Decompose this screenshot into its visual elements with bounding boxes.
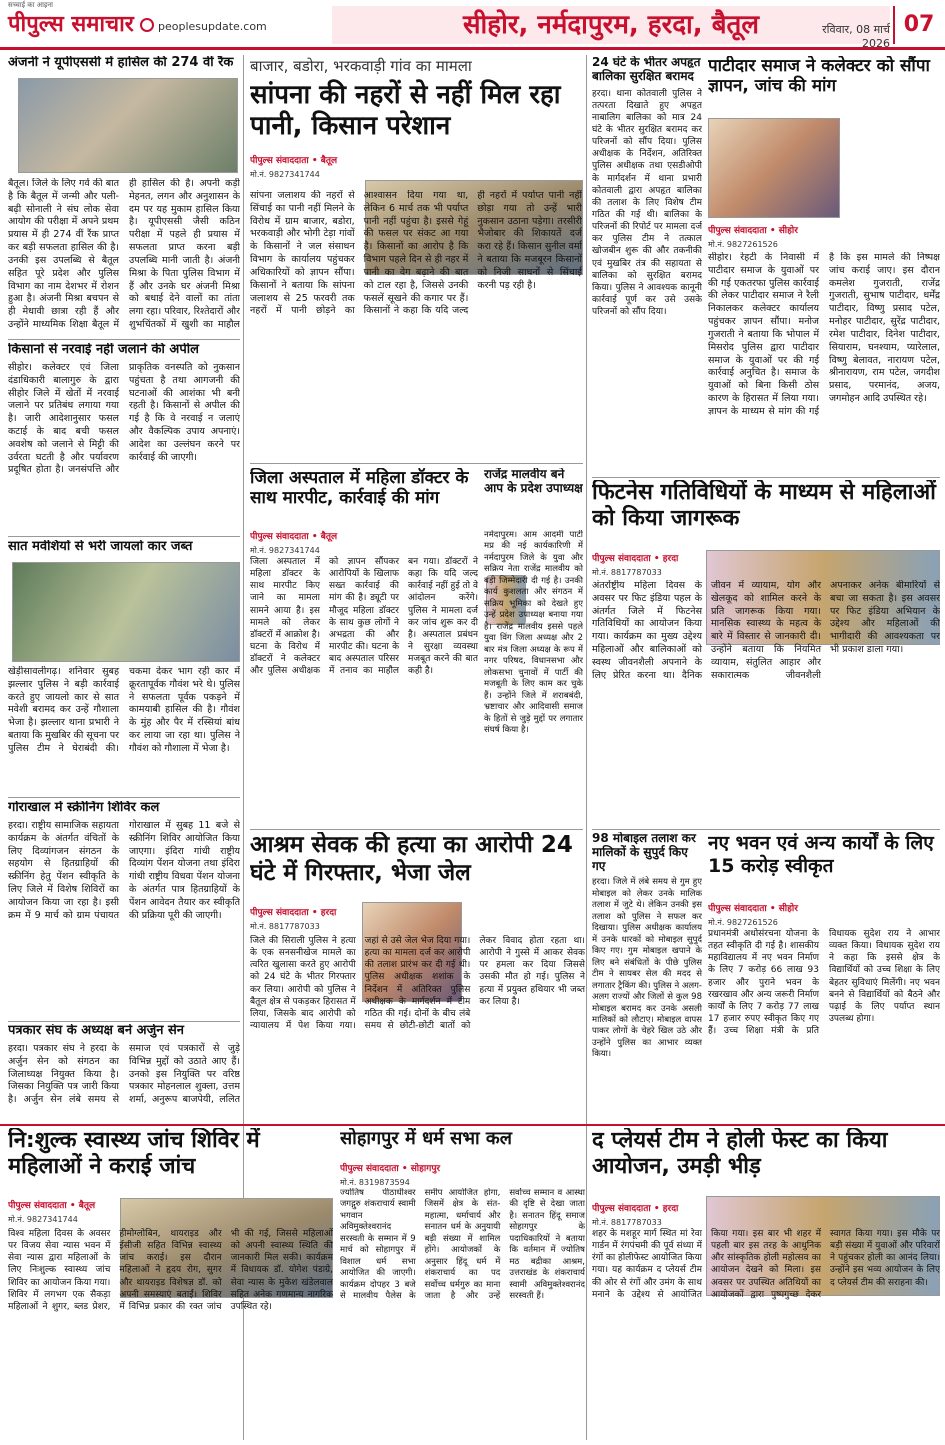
page-header bbox=[0, 0, 945, 50]
byline-box bbox=[708, 898, 828, 926]
article-fitness bbox=[592, 480, 940, 550]
website-link[interactable]: peoplesupdate.com bbox=[158, 20, 267, 33]
article-hospital bbox=[250, 468, 478, 528]
phone: मो.नं. 9827341744 bbox=[8, 1215, 78, 1223]
byline-box bbox=[592, 548, 702, 576]
article-girl bbox=[592, 56, 702, 476]
divider bbox=[592, 477, 940, 478]
article-goraakhal bbox=[8, 801, 240, 1019]
page-number: 07 bbox=[893, 6, 943, 44]
patidar-photo bbox=[708, 118, 840, 218]
byline-box bbox=[592, 1198, 702, 1226]
anjani-photo bbox=[18, 78, 238, 173]
divider bbox=[250, 463, 583, 464]
headline: फिटनेस गतिविधियों के माध्यम से महिलाओं को किया जागरूक bbox=[592, 480, 936, 532]
byline-box bbox=[250, 526, 370, 554]
article-body: सीहोर। कलेक्टर एवं जिला दंडाधिकारी बालागुरु के द्वारा सीहोर जिले में खेतों में नरवाई जलाने पर प्रतिबंध लगाया गया है। जारी आदेशानुसार फसल कटाई के बाद बची फसल अवशेष को जलाने से मिट्टी की उर्वरता घटती है और पर्यावरण प्रदूषित होता है। जनसंपत्ति और प्राकृतिक वनस्पति को नुकसान पहुंचता है तथा आगजनी की घटनाओं की आशंका भी बनी रहती है। किसानों से अपील की गई है कि वे नरवाई न जलाएं और वैकल्पिक उपाय अपनाएं। आदेश का उल्लंघन करने पर कार्रवाई की जाएगी। bbox=[8, 361, 240, 476]
article-cattle bbox=[8, 540, 240, 560]
phone: मो.नं. 9827261526 bbox=[708, 918, 778, 926]
article-body: विश्व महिला दिवस के अवसर पर विजय सेवा न्यास भवन में सेवा न्यास द्वारा महिलाओं के लिए निःशुल्क स्वास्थ्य जांच शिविर का आयोजन किया गया। शिविर में लगभग एक सैकड़ा महिलाओं ने शुगर, ब्लड प्रेशर, हीमोग्लोबिन, थायराइड और ईसीजी सहित विभिन्न स्वास्थ्य जांच कराई। इस दौरान महिलाओं ने हृदय रोग, सुगर और थायराइड विशेषज्ञ डॉ. को अपनी समस्याएं बताईं। शिविर में विभिन्न प्रकार की रक्त जांच भी की गई, जिससे महिलाओं को अपनी स्वास्थ्य स्थिति की जानकारी मिल सकी। कार्यक्रम में विधायक डॉ. योगेश पंडाग्रे, सेवा न्यास के मुकेश खंडेलवाल सहित अनेक गणमान्य नागरिक उपस्थित रहे। bbox=[8, 1229, 333, 1312]
article-body: शहर के मशहूर मार्ग स्थित मां रेवा गार्डन में रंगपंचमी की पूर्व संध्या में रंगों का होलीफेस्ट आयोजित किया गया। यह कार्यक्रम द प्लेयर्स टीम की ओर से रंगों और उमंग के साथ मनाने के उद्देश्य से आयोजित किया गया। इस बार भी शहर में पहली बार इस तरह के आधुनिक और सांस्कृतिक होली महोत्सव का आयोजन देखने को मिला। इस अवसर पर उपस्थित अतिथियों का आयोजकों द्वारा पुष्पगुच्छ देकर स्वागत किया गया। इस मौके पर बड़ी संख्या में युवाओं और परिवारों ने पहुंचकर होली का आनंद लिया। उन्होंने इस भव्य आयोजन के लिए द प्लेयर्स टीम की सराहना की। bbox=[592, 1229, 940, 1300]
byline: पीपुल्स संवाददाता • हरदा bbox=[592, 554, 679, 564]
headline: किसानों से नरवाई नहीं जलाने की अपील bbox=[8, 343, 199, 357]
divider bbox=[8, 339, 240, 340]
phone: मो.नं. 8817787033 bbox=[592, 1218, 662, 1226]
headline: सात मवेशियों से भरी जायलो कार जब्त bbox=[8, 540, 193, 554]
newspaper-logo: पीपुल्स समाचार bbox=[8, 12, 134, 37]
headline: पत्रकार संघ के अध्यक्ष बने अर्जुन सेन bbox=[8, 1024, 184, 1038]
byline: पीपुल्स संवाददाता • हरदा bbox=[592, 1204, 679, 1214]
article-patidar bbox=[708, 56, 940, 116]
issue-date: रविवार, 08 मार्च 2026 bbox=[822, 23, 890, 50]
globe-icon bbox=[140, 18, 154, 32]
byline: पीपुल्स संवाददाता • बैतूल bbox=[250, 532, 338, 542]
article-body: हरदा। पत्रकार संघ ने हरदा के अर्जुन सेन को संगठन का जिलाध्यक्ष नियुक्त किया है। जिसका नियुक्ति पत्र जारी किया है। अर्जुन सेन लंबे समय से समाज एवं पत्रकारों से जुड़े विभिन्न मुद्दों को उठाते आए हैं। उनको इस नियुक्ति पर वरिष्ठ पत्रकार मोहनलाल शुक्ला, उत्तम शर्मा, अनुरूप बाजपेयी, ललित bbox=[8, 1042, 240, 1106]
article-body: सांपना जलाशय की नहरों से सिंचाई का पानी नहीं मिलने के विरोध में ग्राम बाजार, बडोरा, भरकवाड़ी और भोगी टेड़ा गांवों के किसानों ने जल संसाधन विभाग के कार्यालय पहुंचकर अधिकारियों को ज्ञापन सौंपा। किसानों ने बताया कि सांपना जलाशय से 25 फरवरी तक नहरों में पानी छोड़ने का आश्वासन दिया गया था, लेकिन 6 मार्च तक भी पर्याप्त पानी नहीं पहुंचा है। इससे गेहूं की फसल पर संकट आ गया है। किसानों का आरोप है कि विभाग पहले दिन से ही नहर में पानी का वेग बढ़ाने की बात को टाल रहा है, जिससे उनकी फसलें सूखने की कगार पर हैं। किसानों ने कहा कि यदि जल्द ही नहरों में पर्याप्त पानी नहीं छोड़ा गया तो उन्हें भारी नुकसान उठाना पड़ेगा। तरसीरी भैजोबार की शिकायतें दर्ज करा रहे हैं। किसान सुनील वर्मा ने बताया कि मजबूरन किसानों को निजी साधनों से सिंचाई करनी पड़ रही है। bbox=[250, 190, 582, 317]
article-kisan bbox=[8, 343, 240, 533]
headline: गोराखाल में स्क्रीनिंग शिविर कल bbox=[8, 801, 160, 815]
article-body: जिला अस्पताल में महिला डॉक्टर के साथ मारपीट किए जाने का मामला सामने आया है। इस मामले को लेकर डॉक्टरों में आक्रोश है। घटना के विरोध में डॉक्टरों ने कलेक्टर और पुलिस अधीक्षक को ज्ञापन सौंपकर आरोपियों के खिलाफ सख्त कार्रवाई की मांग की है। ड्यूटी पर मौजूद महिला डॉक्टर के साथ कुछ लोगों ने अभद्रता की और मारपीट की। घटना के बाद अस्पताल परिसर में तनाव का माहौल बन गया। डॉक्टरों ने कहा कि यदि जल्द कार्रवाई नहीं हुई तो वे आंदोलन करेंगे। पुलिस ने मामला दर्ज कर जांच शुरू कर दी है। अस्पताल प्रबंधन ने सुरक्षा व्यवस्था मजबूत करने की बात कही है। bbox=[250, 557, 478, 677]
phone: मो.नं. 8319873594 bbox=[340, 1178, 410, 1186]
headline: पाटीदार समाज ने कलेक्टर को सौंपा ज्ञापन, जांच की मांग bbox=[708, 56, 930, 97]
article-body: जिले की सिराली पुलिस ने हत्या के एक सनसनीखेज मामले का त्वरित खुलासा करते हुए आरोपी को 24 घंटे के भीतर गिरफ्तार कर लिया। आरोपी को पुलिस ने बैतूल क्षेत्र से पकड़कर हिरासत में लिया, जिसके बाद आरोपी को न्यायालय में पेश किया गया। जहां से उसे जेल भेज दिया गया। हत्या का मामला दर्ज कर आरोपी की तलाश प्रारंभ कर दी गई थी। पुलिस अधीक्षक शशांक के निर्देशन में अतिरिक्त पुलिस अधीक्षक के मार्गदर्शन में टीम गठित की गई। दोनों के बीच लंबे समय से छोटी-छोटी बातों को लेकर विवाद होता रहता था। आरोपी ने गुस्से में आकर सेवक पर हमला कर दिया जिससे उसकी मौत हो गई। पुलिस ने हत्या में प्रयुक्त हथियार भी जब्त कर लिया है। bbox=[250, 936, 585, 1031]
headline: 98 मोबाइल तलाश कर मालिकों के सुपुर्द किए गए bbox=[592, 832, 696, 873]
region-title: सीहोर, नर्मदापुरम, हरदा, बैतूल bbox=[332, 6, 890, 44]
headline: नए भवन एवं अन्य कार्यों के लिए 15 करोड़ स्वीकृत bbox=[708, 832, 934, 877]
divider bbox=[8, 536, 240, 537]
byline-box bbox=[708, 220, 840, 250]
byline: पीपुल्स संवाददाता • बैतूल bbox=[8, 1201, 96, 1211]
article-body: ज्योतिष पीठाधीश्वर जगद्गुरु शंकराचार्य स्वामी भगवान अविमुक्तेश्वरानंद सरस्वती के सम्मान में 9 मार्च को सोहागपुर में विशाल धर्म सभा आयोजित की जाएगी। कार्यक्रम दोपहर 3 बजे से मालवीय पैलेस के समीप आयोजित होगा, जिसमें क्षेत्र के संत-महात्मा, धर्माचार्य और सनातन धर्म के अनुयायी बड़ी संख्या में शामिल होंगे। आयोजकों के अनुसार हिंदू धर्म में शंकराचार्य का पद सर्वोच्च धर्मगुरु का माना जाता है और उन्हें सर्वोच्च सम्मान व आस्था की दृष्टि से देखा जाता है। सनातन हिंदू समाज सोहागपुर के पदाधिकारियों ने बताया कि वर्तमान में ज्योतिष मठ बद्रीका आश्रम, उत्तराखंड के शंकराचार्य स्वामी अविमुक्तेश्वरानंद सरस्वती हैं। bbox=[340, 1188, 585, 1302]
article-body: नर्मदापुरम। आम आदमी पार्टी मप्र की नई कार्यकारिणी में नर्मदापुरम जिले के युवा और सक्रिय नेता राजेंद्र मालवीय को बड़ी जिम्मेदारी दी गई है। उनकी कार्य कुशलता और संगठन में सक्रिय भूमिका को देखते हुए उन्हें प्रदेश उपाध्यक्ष बनाया गया है। राजेंद्र मालवीय इससे पहले युवा विंग जिला अध्यक्ष और 2 बार मंत्र जिला अध्यक्ष के रूप में नगर परिषद, विधानसभा और लोकसभा चुनावों में पार्टी की मजबूती के लिए काम कर चुके हैं। उन्होंने जिले में शराबबंदी, भ्रष्टाचार और आदिवासी समाज के हितों से जुड़े मुद्दों पर लगातार संघर्ष किया है। bbox=[484, 530, 583, 735]
section-rule bbox=[0, 1124, 945, 1126]
article-body: खेड़ीसावलीगढ़। शनिवार सुबह झल्लार पुलिस ने बड़ी कार्रवाई करते हुए जायलो कार से सात मवेशी बरामद कर उन्हें गौशाला भेजा है। झल्लार थाना प्रभारी ने बताया कि मुखबिर की सूचना पर पुलिस टीम ने घेराबंदी की। चकमा देकर भाग रही कार में क्रूरतापूर्वक गौवंश भरे थे। पुलिस ने सफलता पूर्वक पकड़ने में कामयाबी हासिल की है। गौवंश के मुंह और पैर में रस्सियां बांध कर लाया जा रहा था। पुलिस ने गौवंश को गौशाला में भेजा है। bbox=[8, 666, 240, 754]
column-divider bbox=[586, 55, 587, 1440]
byline-box bbox=[250, 902, 360, 930]
phone: मो.नं. 9827261526 bbox=[708, 240, 778, 249]
divider bbox=[250, 829, 583, 830]
byline-box bbox=[8, 1195, 118, 1223]
logo-tagline: सच्चाई का आइना bbox=[8, 1, 53, 9]
article-body: हरदा। जिले में लंबे समय से गुम हुए मोबाइल को लेकर उनके मालिक तलाश में जुटे थे। लेकिन उनकी इस तलाश को पुलिस ने सफल कर दिखाया। पुलिस अधीक्षक कार्यालय में उनके धारकों को मोबाइल सुपुर्द किए गए। गुम मोबाइल खपाने के लिए बने संबंधितों के पीछे पुलिस टीम ने सायबर सेल की मदद से लगातार ट्रैकिंग की। पुलिस ने अलग-अलग राज्यों और जिलों से कुल 98 मोबाइल बरामद कर उनके असली मालिकों को लौटाए। मोबाइल वापस पाकर लोगों के चेहरे खिल उठे और उन्होंने पुलिस का आभार व्यक्त किया। bbox=[592, 877, 702, 1060]
cattle-photo bbox=[12, 562, 240, 662]
byline: पीपुल्स संवाददाता • हरदा bbox=[250, 908, 337, 918]
byline: पीपुल्स संवाददाता • सीहोर bbox=[708, 226, 798, 236]
headline: जिला अस्पताल में महिला डॉक्टर के साथ मारपीट, कार्रवाई की मांग bbox=[250, 468, 469, 509]
byline: पीपुल्स संवाददाता • बैतूल bbox=[250, 156, 338, 166]
divider bbox=[8, 1021, 240, 1022]
article-sapna bbox=[250, 56, 580, 146]
headline: द प्लेयर्स टीम ने होली फेस्ट का किया आयोजन, उमड़ी भीड़ bbox=[592, 1128, 888, 1180]
headline: सोहागपुर में धर्म सभा कल bbox=[340, 1128, 512, 1149]
article-patrakar bbox=[8, 1024, 240, 1120]
headline: सांपना की नहरों से नहीं मिल रहा पानी, किसान परेशान bbox=[250, 80, 561, 142]
headline: 24 घंटे के भीतर अपहृत बालिका सुरक्षित बरामद bbox=[592, 56, 701, 83]
article-body: प्रधानमंत्री अधोसंरचना योजना के तहत स्वीकृति दी गई है। शासकीय महाविद्यालय में नए भवन निर्माण के लिए 7 करोड़ 66 लाख 93 हजार और पुराने भवन के रखरखाव और अन्य जरूरी निर्माण कार्यों के लिए 7 करोड़ 77 लाख 17 हजार रुपए स्वीकृत किए गए हैं। उच्च शिक्षा मंत्री के प्रति विधायक सुदेश राय ने आभार व्यक्त किया। विधायक सुदेश राय ने कहा कि इससे क्षेत्र के विद्यार्थियों को उच्च शिक्षा के लिए बेहतर सुविधाएं मिलेंगी। नए भवन बनने से विद्यार्थियों को बैठने और पढ़ाई के लिए पर्याप्त स्थान उपलब्ध होगा। bbox=[708, 929, 940, 1037]
phone: मो.नं. 8817787033 bbox=[592, 568, 662, 576]
divider bbox=[8, 797, 240, 798]
article-body: हरदा। थाना कोतवाली पुलिस ने तत्परता दिखाते हुए अपहृत नाबालिग बालिका को मात्र 24 घंटे के भीतर सुरक्षित बरामद कर परिजनों को सौंप दिया। पुलिस अधीक्षक के निर्देशन, अतिरिक्त पुलिस अधीक्षक तथा एसडीओपी के मार्गदर्शन में थाना प्रभारी कोतवाली द्वारा अपहृत बालिका की तलाश के लिए विशेष टीम गठित की गई थी। बालिका के परिजनों की रिपोर्ट पर मामला दर्ज कर पुलिस टीम ने तत्काल खोजबीन शुरू की और तकनीकी एवं मुखबिर तंत्र की सहायता से बालिका को सुरक्षित बरामद किया। पुलिस ने आवश्यक कानूनी कार्रवाई पूर्ण कर उसे उसके परिजनों को सौंप दिया। bbox=[592, 88, 702, 318]
phone: मो.नं. 9827341744 bbox=[250, 546, 320, 554]
headline: नि:शुल्क स्वास्थ्य जांच शिविर में महिलाओं ने कराई जांच bbox=[8, 1128, 260, 1180]
divider bbox=[592, 829, 940, 830]
phone: मो.नं. 9827341744 bbox=[250, 170, 320, 178]
headline: अंजनी ने यूपीएससी में हासिल की 274 वीं रैंक bbox=[8, 56, 234, 70]
article-ashram bbox=[250, 832, 585, 902]
byline-box bbox=[250, 150, 360, 178]
byline: पीपुल्स संवाददाता • सीहोर bbox=[708, 904, 798, 914]
article-health bbox=[8, 1128, 333, 1198]
headline: राजेंद्र मालवीय बने आप के प्रदेश उपाध्यक्ष bbox=[484, 468, 583, 495]
headline: आश्रम सेवक की हत्या का आरोपी 24 घंटे में गिरफ्तार, भेजा जेल bbox=[250, 832, 573, 886]
article-body: बैतूल। जिले के लिए गर्व की बात है कि बैतूल में जन्मी और पली-बढ़ी सोनाली ने संघ लोक सेवा आयोग की परीक्षा में अपने प्रथम प्रयास में ही 274 वीं रैंक प्राप्त कर बड़ी सफलता हासिल की है। उनकी इस उपलब्धि से बैतूल सहित पूरे प्रदेश और पुलिस विभाग का नाम देशभर में रोशन हुआ है। अंजनी मिश्रा बचपन से ही मेधावी छात्रा रही हैं और उन्होंने माध्यमिक शिक्षा बैतूल में ही हासिल की है। अपनी कड़ी मेहनत, लगन और अनुशासन के दम पर यह मुकाम हासिल किया है। यूपीएससी जैसी कठिन परीक्षा में पहले ही प्रयास में सफलता प्राप्त करना बड़ी उपलब्धि मानी जाती है। अंजनी मिश्रा के पिता पुलिस विभाग में हैं और उनके घर अंजनी मिश्रा को बधाई देने वालों का तांता लगा रहा। परिवार, रिश्तेदारों और शुभचिंतकों में खुशी का माहौल bbox=[8, 178, 240, 330]
byline-box bbox=[340, 1158, 480, 1186]
article-bhawan bbox=[708, 832, 940, 902]
article-body: सीहोर। रेहटी के निवासी में पाटीदार समाज के युवाओं पर की गई एकतरफा पुलिस कार्रवाई की लेकर पाटीदार समाज ने रैली निकालकर कलेक्टर कार्यालय पहुंचकर ज्ञापन सौंपा। मनोज गुजराती ने बताया कि भोपाल में मिसरोद पुलिस द्वारा पाटीदार समाज के युवाओं पर की गई कार्रवाई अनुचित है। समाज के युवाओं को बिना किसी ठोस कारण के हिरासत में लिया गया। ज्ञापन के माध्यम से मांग की गई है कि इस मामले की निष्पक्ष जांच कराई जाए। इस दौरान कमलेश गुजराती, राजेंद्र गुजराती, सुभाष पाटीदार, धर्मेंद्र पाटीदार, विष्णु प्रसाद पटेल, मनोहर पाटीदार, सुरेंद्र पाटीदार, रमेश पाटीदार, दिनेश पाटीदार, सियाराम, घनश्याम, प्यारेलाल, विष्णु बेलावत, नारायण पटेल, श्रीनारायण, राम पटेल, जगदीश प्रसाद, परमानंद, अजय, जगमोहन आदि उपस्थित रहे। bbox=[708, 252, 940, 417]
kicker: बाजार, बडोरा, भरकवाड़ी गांव का मामला bbox=[250, 57, 472, 75]
article-body: हरदा। राष्ट्रीय सामाजिक सहायता कार्यक्रम के अंतर्गत वंचितों के लिए दिव्यांगजन संगठन के सहयोग से हितग्राहियों की स्क्रीनिंग हेतु पेंशन स्वीकृति के लिए जिले में विशेष शिविरों का आयोजन किया जा रहा है। इसी क्रम में 9 मार्च को ग्राम पंचायत गोराखाल में सुबह 11 बजे से स्क्रीनिंग शिविर आयोजित किया जाएगा। इंदिरा गांधी राष्ट्रीय दिव्यांग पेंशन योजना तथा इंदिरा गांधी राष्ट्रीय विधवा पेंशन योजना के अंतर्गत पात्र हितग्राहियों के पेंशन आवेदन तैयार कर स्वीकृति की प्रक्रिया पूरी की जाएगी। bbox=[8, 819, 240, 921]
article-mobiles bbox=[592, 832, 702, 1122]
phone: मो.नं. 8817787033 bbox=[250, 922, 320, 930]
byline: पीपुल्स संवाददाता • सोहागपुर bbox=[340, 1164, 441, 1174]
article-players bbox=[592, 1128, 940, 1198]
article-body: अंतर्राष्ट्रीय महिला दिवस के अवसर पर फिट इंडिया पहल के अंतर्गत जिले में फिटनेस गतिविधियों का आयोजन किया गया। कार्यक्रम का मुख्य उद्देश्य महिलाओं और बालिकाओं को स्वस्थ जीवनशैली अपनाने के लिए प्रेरित करना था। दैनिक जीवन में व्यायाम, योग और खेलकूद को शामिल करने के प्रति जागरूक किया गया। मानसिक स्वास्थ्य के महत्व के बारे में विस्तार से जानकारी दी। उन्होंने बताया कि नियमित व्यायाम, संतुलित आहार और सकारात्मक जीवनशैली अपनाकर अनेक बीमारियों से बचा जा सकता है। इस अवसर पर फिट इंडिया अभियान के उद्देश्य और महिलाओं की भागीदारी की आवश्यकता पर भी प्रकाश डाला गया। bbox=[592, 580, 940, 681]
